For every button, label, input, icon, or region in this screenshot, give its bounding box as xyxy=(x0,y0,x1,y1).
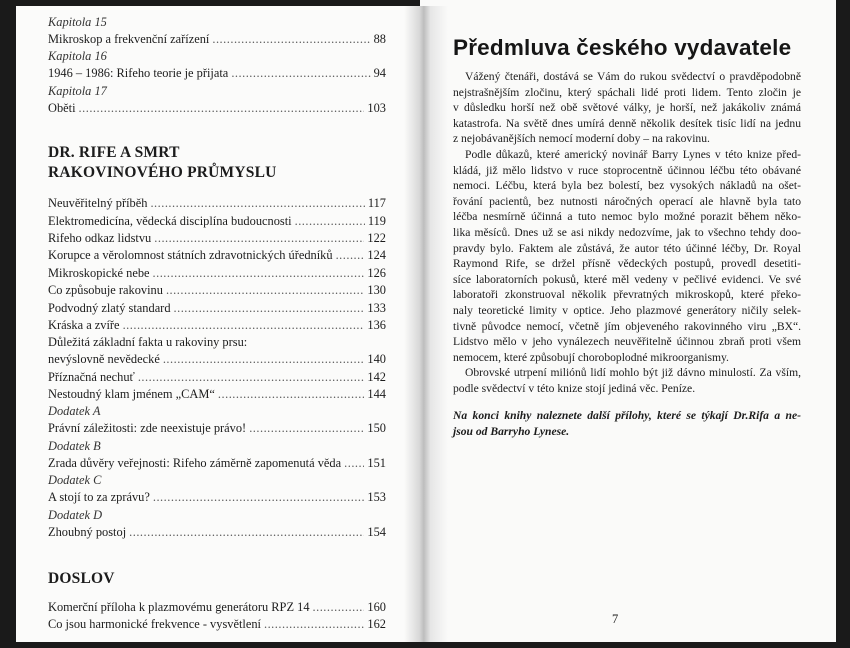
page-title: Předmluva českého vydavatele xyxy=(453,35,792,60)
preface-body xyxy=(453,69,801,396)
paragraph xyxy=(453,69,801,147)
text-line: lika měsíců. Dnes už se asi nikdy nedozvíme, jak to všechno tehdy doo- xyxy=(453,225,801,239)
toc-entry-page: 153 xyxy=(367,490,386,505)
toc-entry-title: Oběti xyxy=(48,100,76,115)
toc-entry-title: Neuvěřitelný příběh xyxy=(48,196,148,211)
leader-dots xyxy=(212,31,370,48)
toc-entry xyxy=(48,317,386,334)
toc-entry xyxy=(48,213,386,230)
text-line: léčba nesmírně účinná a tuto nemoc bylo možné porazit během něko- xyxy=(453,210,801,224)
toc-entry-title: Co jsou harmonické frekvence - vysvětlení xyxy=(48,617,261,632)
toc-entry-breast xyxy=(48,351,386,368)
toc-entry xyxy=(48,489,386,506)
leader-dots xyxy=(166,282,364,299)
toc-entry-page: 88 xyxy=(373,32,386,46)
toc-entry-page: 136 xyxy=(367,317,386,332)
toc-entry-title: Kráska a zvíře xyxy=(48,317,120,332)
toc-entry xyxy=(48,65,386,82)
text-line: tivně původce nemocí, včetně jím objeveného rakovinného viru „BX“. xyxy=(453,319,801,333)
toc-entry-page: 140 xyxy=(367,352,386,367)
appendices xyxy=(48,403,386,541)
toc-entry-page: 144 xyxy=(367,387,386,402)
leader-dots xyxy=(313,599,365,616)
toc-entry-title: Korupce a věrolomnost státních zdravotnických úředníků xyxy=(48,248,333,263)
toc-entry-page: 154 xyxy=(367,524,386,539)
preface-note xyxy=(453,408,801,439)
leader-dots xyxy=(231,65,370,82)
toc-entry-title: 1946 – 1986: Rifeho teorie je přijata xyxy=(48,66,229,81)
toc-chapter-label: Dodatek A xyxy=(48,404,101,419)
toc-entry-title: Zhoubný postoj xyxy=(48,524,127,539)
text-line: Obrovské utrpení miliónů lidí mohlo být již dávno minulostí. Za vším, xyxy=(465,366,801,380)
book-gutter xyxy=(404,6,448,642)
section-heading-dr-rife xyxy=(48,143,386,183)
toc-entry xyxy=(48,300,386,317)
toc-entry-title: Mikroskopické nebe xyxy=(48,265,150,280)
text-line: katastrofa. Na světě dnes umírá denně několik desítek tisíc lidí na jednu xyxy=(453,116,801,130)
toc-entry-title: Komerční příloha k plazmovému generátoru RPZ 14 xyxy=(48,600,310,615)
toc-entry xyxy=(48,100,386,117)
toc-entry-title: Nestoudný klam jménem „CAM“ xyxy=(48,387,215,402)
leader-dots xyxy=(154,230,364,247)
toc-entry-page: 133 xyxy=(367,300,386,315)
page-number: 7 xyxy=(612,612,619,626)
toc-entry xyxy=(48,282,386,299)
toc-entry-page: 119 xyxy=(367,213,386,228)
toc-chapter-label: Dodatek C xyxy=(48,473,102,488)
leader-dots xyxy=(163,351,365,368)
toc-entry-title: Podvodný zlatý standard xyxy=(48,300,171,315)
section2-entries xyxy=(48,599,386,634)
toc-entry xyxy=(48,616,386,633)
section1-entries-b xyxy=(48,369,386,404)
leader-dots xyxy=(295,213,365,230)
table-of-contents xyxy=(48,14,386,634)
toc-entry-page: 117 xyxy=(367,196,386,211)
toc-chapter-label: Kapitola 15 xyxy=(48,15,107,29)
toc-entry xyxy=(48,247,386,264)
paragraph xyxy=(453,147,801,365)
toc-entry xyxy=(48,455,386,472)
toc-entry-title: Příznačná nechuť xyxy=(48,369,135,384)
toc-entry xyxy=(48,369,386,386)
toc-entry-title: Rifeho odkaz lidstvu xyxy=(48,230,152,245)
text-line: v důsledku horší než obě světové války, je horší, než jakákoliv známá xyxy=(453,101,801,115)
text-line: Raymond Rife, se držel přísně vědeckých postupů, provedl desetiti- xyxy=(453,257,801,271)
leader-dots xyxy=(153,489,365,506)
toc-entry xyxy=(48,420,386,437)
toc-entry-page: 150 xyxy=(367,421,386,436)
text-line: nemocem, které způsobují choroboplodné mikroorganismy. xyxy=(453,350,729,364)
toc-entry-page: 130 xyxy=(367,283,386,298)
leader-dots xyxy=(264,616,364,633)
text-line: síce laboratorních pokusů, které měl vedeny v pečlivé evidenci. Ve své xyxy=(453,272,801,286)
toc-chapters xyxy=(48,14,386,117)
leader-dots xyxy=(218,386,365,403)
toc-entry-title: Mikroskop a frekvenční zařízení xyxy=(48,32,210,46)
toc-entry xyxy=(48,31,386,48)
leader-dots xyxy=(138,369,365,386)
section-heading-doslov: DOSLOV xyxy=(48,570,115,588)
text-line: nemoci. Léčbu, která byla bez bolestí, bez vysokých nákladů na ošet- xyxy=(453,179,801,193)
toc-entry xyxy=(48,195,386,212)
toc-entry-title: Elektromedicína, vědecká disciplína budoucnosti xyxy=(48,213,292,228)
leader-dots xyxy=(344,455,364,472)
text-line: pravdy bylo. Faktem ale zůstává, že autor této účinné léčby, Dr. Royal xyxy=(453,241,801,255)
text-line: z nejobávanějších nemocí moderní doby – na rakovinu. xyxy=(453,132,710,146)
leader-dots xyxy=(79,100,365,117)
text-line: řování pacientů, bez nutnosti náročných operací ale hlavně byla tato xyxy=(453,194,801,208)
toc-entry-title: Co způsobuje rakovinu xyxy=(48,283,163,298)
toc-entry-page: 162 xyxy=(367,617,386,632)
toc-entry xyxy=(48,524,386,541)
toc-entry-title: nevýslovně nevědecké xyxy=(48,352,160,367)
leader-dots xyxy=(174,300,365,317)
toc-entry-page: 103 xyxy=(367,100,386,115)
text-line: laboratoři zkonstruoval několik převratných mikroskopů, které překo- xyxy=(453,288,801,302)
toc-entry-title: Právní záležitosti: zde neexistuje právo! xyxy=(48,421,247,436)
toc-entry-page: 94 xyxy=(373,66,386,81)
text-line: Podle důkazů, které americký novinář Barry Lynes v této knize před- xyxy=(465,147,801,161)
toc-entry-page: 122 xyxy=(367,230,386,245)
section1-entries xyxy=(48,195,386,334)
leader-dots xyxy=(150,195,364,212)
toc-entry xyxy=(48,599,386,616)
toc-entry-page: 142 xyxy=(367,369,386,384)
toc-chapter-label: Kapitola 17 xyxy=(48,83,107,98)
text-line: Vážený čtenáři, dostává se Vám do rukou svědectví o pravděpodobně xyxy=(465,70,801,83)
leader-dots xyxy=(249,420,364,437)
section-heading-line: DR. RIFE A SMRT xyxy=(48,144,180,162)
leader-dots xyxy=(123,317,365,334)
text-line: kládá, již mělo lidstvo v ruce stoprocentně účinnou léčbu této obávané xyxy=(453,163,801,177)
leader-dots xyxy=(129,524,364,541)
toc-entry-breast-line1: Důležitá základní fakta u rakoviny prsu: xyxy=(48,335,248,350)
preface xyxy=(453,34,801,440)
section-heading-line: RAKOVINOVÉHO PRŮMYSLU xyxy=(48,164,277,182)
toc-entry-title: A stojí to za zprávu? xyxy=(48,490,150,505)
toc-chapter-label: Dodatek D xyxy=(48,507,103,522)
leader-dots xyxy=(336,247,365,264)
text-line: nejstrašnějším zločinu, který spáchali lidé proti lidem. Tento zločin je xyxy=(453,85,801,99)
toc-entry xyxy=(48,265,386,282)
toc-chapter-label: Kapitola 16 xyxy=(48,49,107,64)
toc-entry-page: 160 xyxy=(367,600,386,615)
toc-entry-title: Zrada důvěry veřejnosti: Rifeho záměrně zapomenutá věda xyxy=(48,455,342,470)
note-line: jsou od Barryho Lynese. xyxy=(453,425,570,439)
toc-entry-page: 151 xyxy=(367,455,386,470)
leader-dots xyxy=(153,265,365,282)
text-line: podle svědectví v této knize stojí jediná věc. Peníze. xyxy=(453,381,696,395)
text-line: naly teoretické limity v optice. Jeho plazmové generátory ničily selek- xyxy=(453,303,801,317)
paragraph xyxy=(453,365,801,396)
toc-chapter-label: Dodatek B xyxy=(48,438,101,453)
toc-entry-page: 124 xyxy=(367,248,386,263)
text-line: Lidstvo mělo v jeho vynálezech neuvěřitelně účinnou zbraň proti všem xyxy=(453,335,801,349)
toc-entry xyxy=(48,386,386,403)
toc-entry xyxy=(48,230,386,247)
note-line: Na konci knihy naleznete další přílohy, které se týkají Dr.Rifa a ne- xyxy=(453,409,801,423)
toc-entry-page: 126 xyxy=(367,265,386,280)
